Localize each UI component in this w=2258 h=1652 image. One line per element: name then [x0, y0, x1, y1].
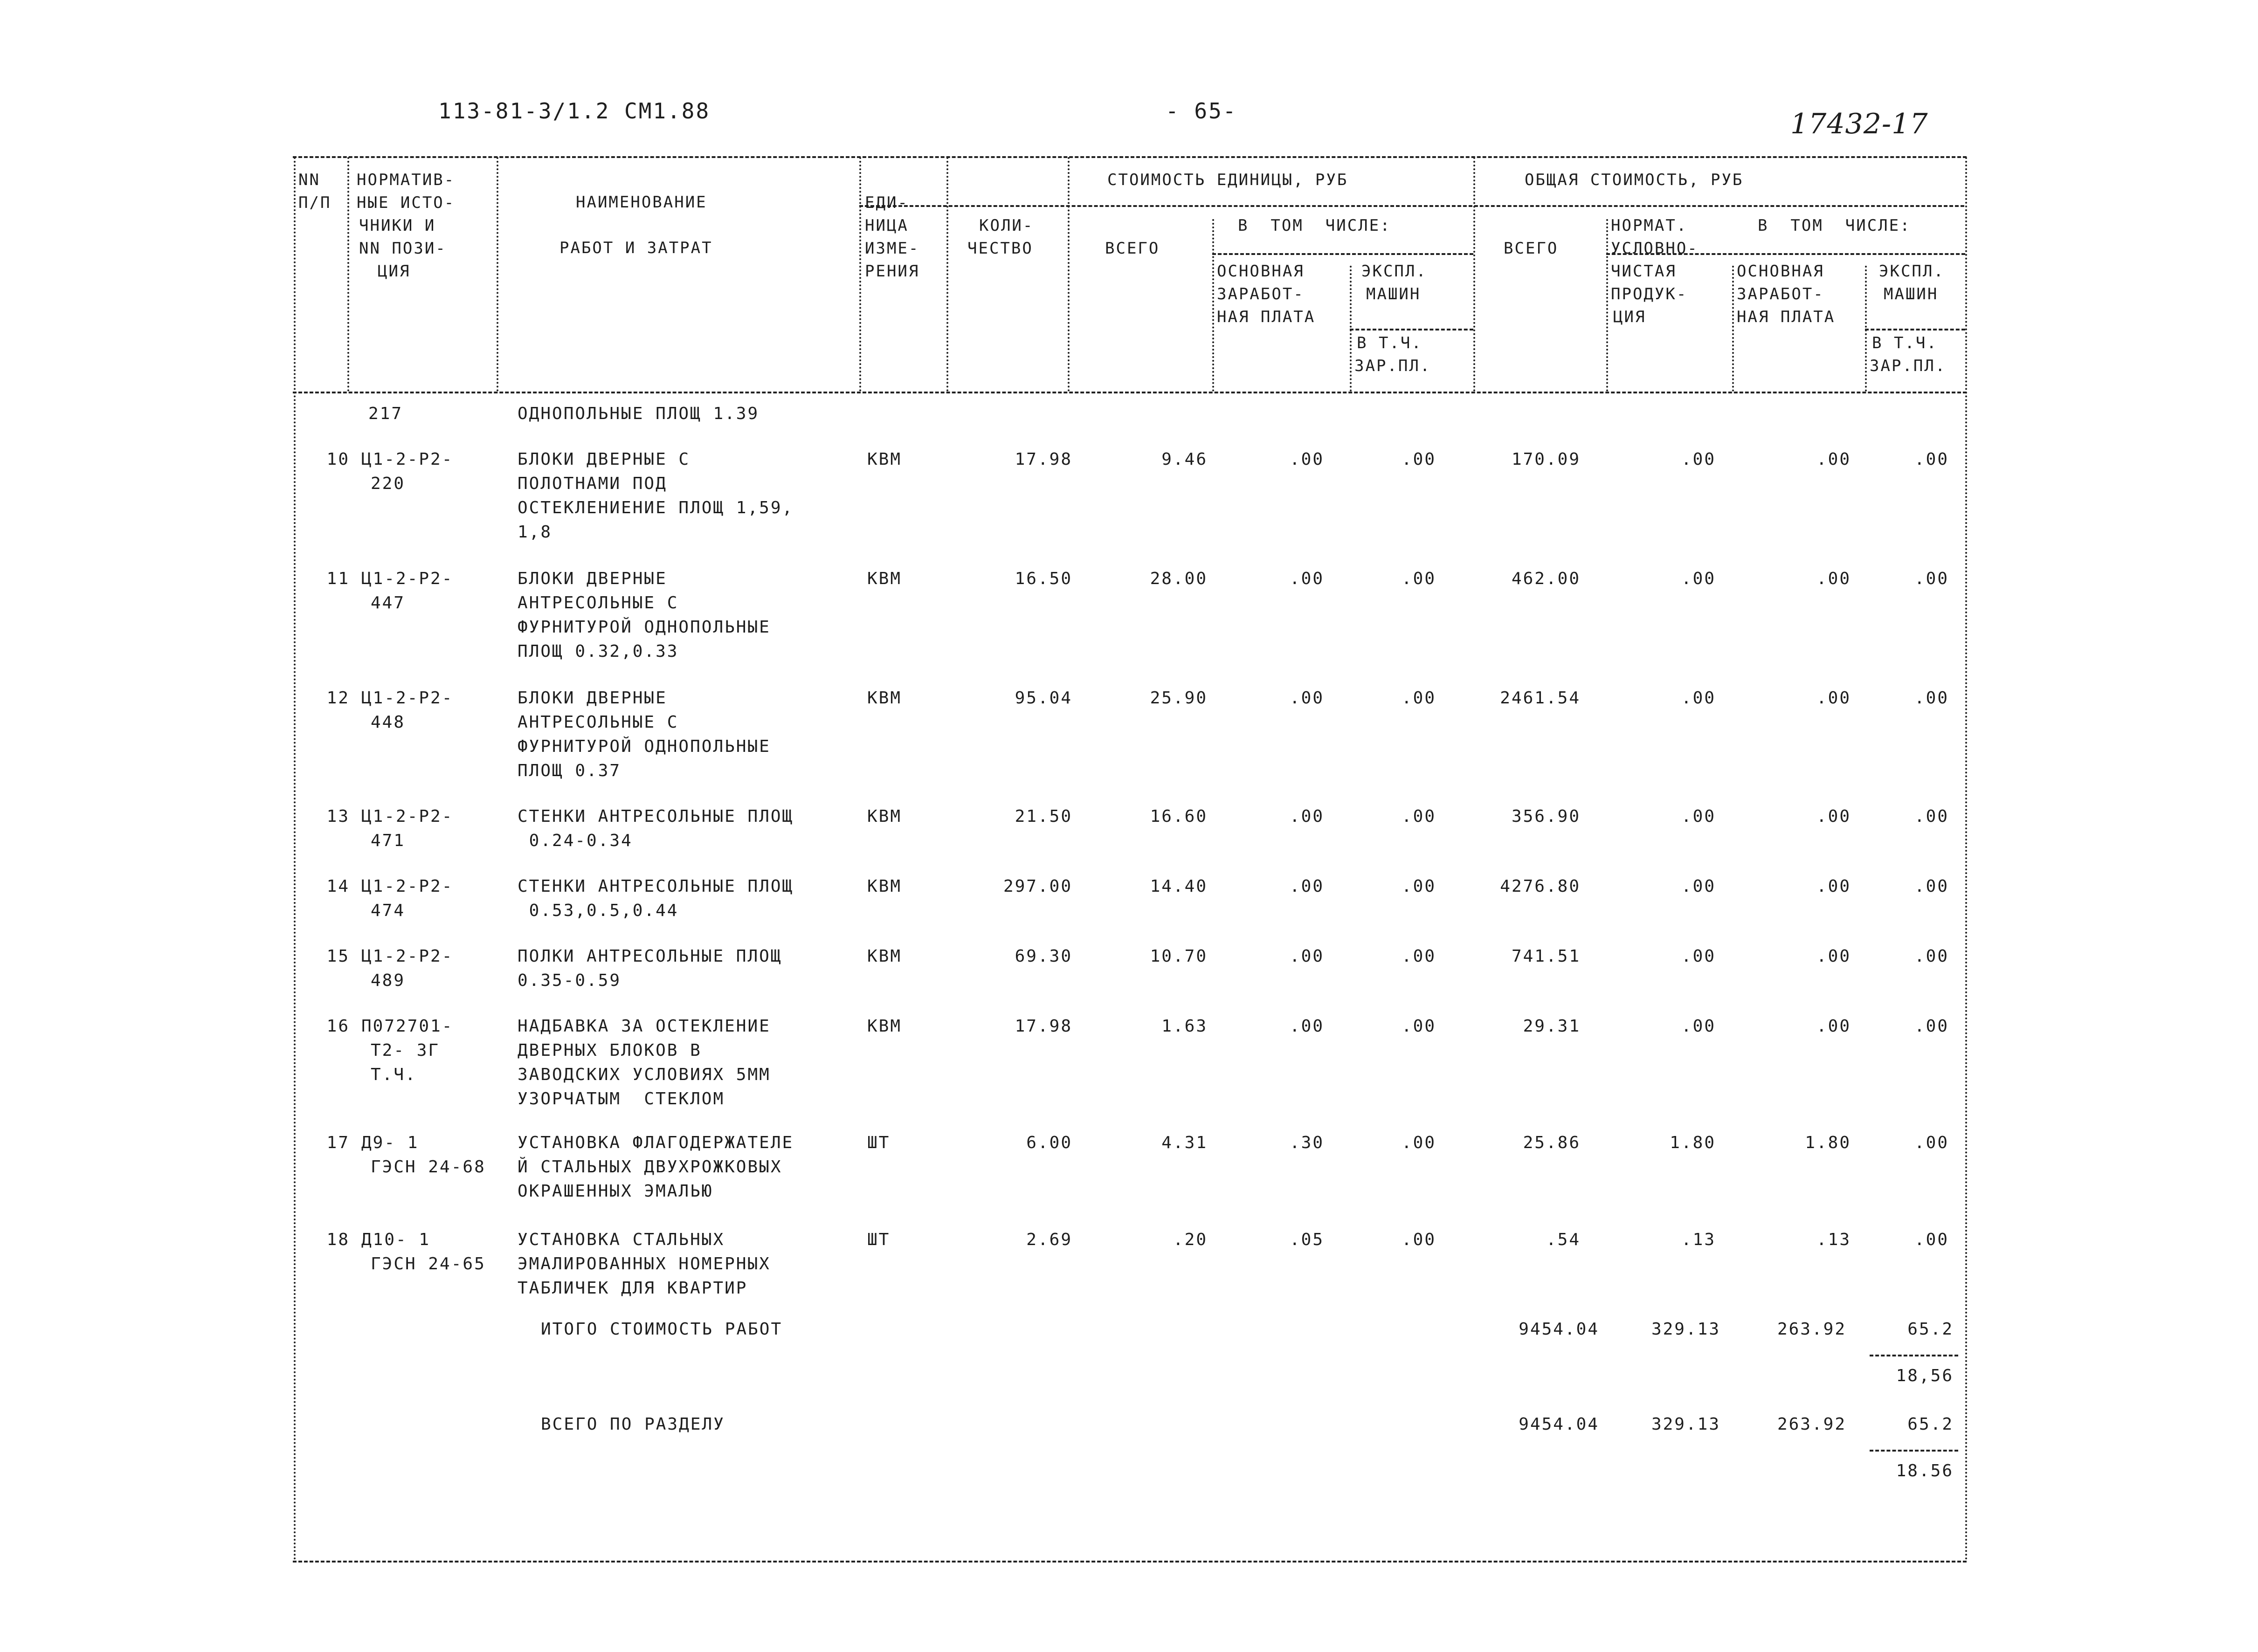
row-unit: КВМ	[867, 1017, 902, 1036]
row-total: 356.90	[1511, 807, 1581, 826]
row-name-line: ЭМАЛИРОВАННЫХ НОМЕРНЫХ	[518, 1254, 771, 1273]
row-name-line: ПЛОЩ 0.32,0.33	[518, 642, 679, 661]
header-qty-line: ЧЕСТВО	[967, 239, 1033, 258]
row-tem: .00	[1914, 688, 1949, 708]
row-tzp: .00	[1816, 947, 1851, 966]
row-tzp: .00	[1816, 569, 1851, 588]
row-code-line: 448	[371, 713, 406, 732]
header-osn-line: ЗАРАБОТ-	[1737, 285, 1824, 303]
header-subline	[859, 205, 1964, 207]
row-norm: .00	[1681, 807, 1716, 826]
total-sum: 9454.04	[1519, 1320, 1599, 1339]
header-bottom-border	[293, 392, 1967, 393]
row-name-line: ФУРНИТУРОЙ ОДНОПОЛЬНЫЕ	[518, 618, 771, 637]
row-name-line: ЗАВОДСКИХ УСЛОВИЯХ 5ММ	[518, 1065, 771, 1084]
row-unit: ШТ	[867, 1230, 891, 1249]
row-name-line: УЗОРЧАТЫМ СТЕКЛОМ	[518, 1089, 725, 1108]
header-divider	[497, 157, 498, 392]
row-code-line: Д9- 1	[361, 1133, 419, 1152]
row-cost: 25.90	[1150, 688, 1208, 708]
row-number: 10	[326, 450, 350, 469]
header-subline	[1865, 329, 1965, 330]
row-cost: 9.46	[1161, 450, 1208, 469]
row-tzp: .13	[1816, 1230, 1851, 1249]
row-qty: 297.00	[1003, 877, 1072, 896]
header-divider	[1068, 157, 1070, 392]
row-tem: .00	[1914, 450, 1949, 469]
header-osn-line: ОСНОВНАЯ	[1737, 262, 1824, 281]
total-zp: 263.92	[1777, 1415, 1846, 1434]
header-unit-total: ВСЕГО	[1105, 239, 1160, 258]
row-number: 11	[326, 569, 350, 588]
row-tem: .00	[1914, 1017, 1949, 1036]
total-underline	[1870, 1355, 1958, 1356]
row-code-line: 489	[371, 971, 406, 990]
row-name-line: ОСТЕКЛЕНИЕНИЕ ПЛОЩ 1,59,	[518, 498, 794, 517]
table-bottom-border	[293, 1561, 1967, 1563]
row-code-line: 471	[371, 831, 406, 850]
total-label: ВСЕГО ПО РАЗДЕЛУ	[541, 1415, 725, 1434]
row-tem: .00	[1914, 569, 1949, 588]
row-name-line: УСТАНОВКА ФЛАГОДЕРЖАТЕЛЕ	[518, 1133, 794, 1152]
header-nn: NN	[298, 171, 320, 189]
row-cost: .20	[1173, 1230, 1208, 1249]
header-osn-line: НАЯ ПЛАТА	[1217, 308, 1316, 326]
row-tzp: .00	[1816, 877, 1851, 896]
row-code-line: 220	[371, 474, 406, 493]
row-tem: .00	[1914, 1133, 1949, 1152]
row-name-line: ФУРНИТУРОЙ ОДНОПОЛЬНЫЕ	[518, 737, 771, 756]
row-tem: .00	[1914, 947, 1949, 966]
row-name-line: ТАБЛИЧЕК ДЛЯ КВАРТИР	[518, 1279, 748, 1298]
header-norm-line: НОРМАТИВ-	[357, 171, 456, 189]
header-total-all: ВСЕГО	[1504, 239, 1559, 258]
row-total: 462.00	[1511, 569, 1581, 588]
header-including: В ТОМ ЧИСЛЕ:	[1238, 216, 1391, 235]
header-expl-line: МАШИН	[1884, 285, 1939, 303]
row-name-line: СТЕНКИ АНТРЕСОЛЬНЫЕ ПЛОЩ	[518, 807, 794, 826]
row-qty: 6.00	[1026, 1133, 1072, 1152]
row-cost: 4.31	[1161, 1133, 1208, 1152]
row-em: .00	[1401, 1133, 1436, 1152]
header-norm-line: ЦИЯ	[378, 262, 411, 281]
row-code-line: Ц1-2-Р2-	[361, 569, 454, 588]
header-qty-line: КОЛИ-	[979, 216, 1034, 235]
row-number: 13	[326, 807, 350, 826]
row-name-line: АНТРЕСОЛЬНЫЕ С	[518, 593, 679, 613]
header-osn-line: ОСНОВНАЯ	[1217, 262, 1305, 281]
row-name-line: АНТРЕСОЛЬНЫЕ С	[518, 713, 679, 732]
header-norm-line: НЫЕ ИСТО-	[357, 193, 456, 212]
row-name-line: УСТАНОВКА СТАЛЬНЫХ	[518, 1230, 725, 1249]
header-divider	[347, 157, 349, 392]
total-norm: 329.13	[1651, 1415, 1720, 1434]
table-right-border	[1965, 157, 1967, 1561]
row-zp: .00	[1289, 450, 1324, 469]
header-unit-cost: СТОИМОСТЬ ЕДИНИЦЫ, РУБ	[1107, 171, 1348, 189]
row-name-line: ДВЕРНЫХ БЛОКОВ В	[518, 1041, 702, 1060]
row-name-line: ПЛОЩ 0.37	[518, 761, 621, 780]
row-name-line: 1,8	[518, 523, 552, 542]
row-number: 18	[326, 1230, 350, 1249]
header-expl-line: МАШИН	[1366, 285, 1421, 303]
row-total: 2461.54	[1500, 688, 1581, 708]
header-norm-line: ПРОДУК-	[1611, 285, 1688, 303]
header-including-2: В ТОМ ЧИСЛЕ:	[1758, 216, 1911, 235]
row-cost: 16.60	[1150, 807, 1208, 826]
row-total: 170.09	[1511, 450, 1581, 469]
header-expl-line: ЭКСПЛ.	[1879, 262, 1945, 281]
row-norm: .00	[1681, 450, 1716, 469]
row-code-line: Ц1-2-Р2-	[361, 688, 454, 708]
row-code-line: Ц1-2-Р2-	[361, 807, 454, 826]
row-norm: .00	[1681, 877, 1716, 896]
row-zp: .00	[1289, 569, 1324, 588]
row-norm: .00	[1681, 569, 1716, 588]
row-unit: КВМ	[867, 450, 902, 469]
page-number: - 65-	[1166, 98, 1237, 124]
row-cost: 14.40	[1150, 877, 1208, 896]
row-total: 4276.80	[1500, 877, 1581, 896]
header-norm-line: ЧНИКИ И	[359, 216, 436, 235]
header-osn-line: ЗАРАБОТ-	[1217, 285, 1305, 303]
row-number: 17	[326, 1133, 350, 1152]
row-tzp: .00	[1816, 688, 1851, 708]
row-norm: 1.80	[1670, 1133, 1716, 1152]
row-zp: .00	[1289, 1017, 1324, 1036]
header-norm-line: ЦИЯ	[1613, 308, 1646, 326]
row-code-line: 447	[371, 593, 406, 613]
row-em: .00	[1401, 450, 1436, 469]
header-expl-line: ЭКСПЛ.	[1361, 262, 1427, 281]
row-name-line: БЛОКИ ДВЕРНЫЕ	[518, 688, 667, 708]
row-code-line: ГЭСН 24-65	[371, 1254, 486, 1273]
row-qty: 69.30	[1015, 947, 1072, 966]
row-name-line: ПОЛКИ АНТРЕСОЛЬНЫЕ ПЛОЩ	[518, 947, 782, 966]
row-name-line: БЛОКИ ДВЕРНЫЕ С	[518, 450, 691, 469]
row-zp: .05	[1289, 1230, 1324, 1249]
row-norm: .00	[1681, 947, 1716, 966]
row-code-line: Т2- 3Г	[371, 1041, 440, 1060]
total-em: 65.2	[1907, 1320, 1954, 1339]
row-em: .00	[1401, 1230, 1436, 1249]
table-top-border	[293, 156, 1967, 158]
row-unit: ШТ	[867, 1133, 891, 1152]
row-total: 25.86	[1523, 1133, 1581, 1152]
row-qty: 95.04	[1015, 688, 1072, 708]
row-em: .00	[1401, 569, 1436, 588]
total-em-salary: 18.56	[1896, 1461, 1954, 1480]
header-unit-line: ИЗМЕ-	[865, 239, 920, 258]
row-norm: .00	[1681, 1017, 1716, 1036]
header-vtch-line: В Т.Ч.	[1872, 334, 1938, 352]
header-osn-line: НАЯ ПЛАТА	[1737, 308, 1836, 326]
header-norm-line: НОРМАТ.	[1611, 216, 1688, 235]
row-zp: .30	[1289, 1133, 1324, 1152]
header-vtch-line: ЗАР.ПЛ.	[1870, 357, 1947, 375]
total-underline	[1870, 1450, 1958, 1452]
row-tzp: 1.80	[1805, 1133, 1851, 1152]
row-code-line: 474	[371, 901, 406, 920]
header-norm-line: NN ПОЗИ-	[359, 239, 447, 258]
row-cost: 10.70	[1150, 947, 1208, 966]
total-zp: 263.92	[1777, 1320, 1846, 1339]
row-qty: 17.98	[1015, 450, 1072, 469]
row-tzp: .00	[1816, 450, 1851, 469]
table-left-border	[294, 157, 296, 1561]
row-unit: КВМ	[867, 688, 902, 708]
row-unit: КВМ	[867, 947, 902, 966]
row-norm: .13	[1681, 1230, 1716, 1249]
row-norm: .00	[1681, 688, 1716, 708]
header-divider	[859, 157, 861, 392]
row-name-line: БЛОКИ ДВЕРНЫЕ	[518, 569, 667, 588]
row-name-line: 0.24-0.34	[518, 831, 633, 850]
header-pp: П/П	[298, 193, 331, 212]
row-tzp: .00	[1816, 807, 1851, 826]
row-name-line: СТЕНКИ АНТРЕСОЛЬНЫЕ ПЛОЩ	[518, 877, 794, 896]
row-em: .00	[1401, 877, 1436, 896]
row-unit: КВМ	[867, 807, 902, 826]
header-total-cost: ОБЩАЯ СТОИМОСТЬ, РУБ	[1525, 171, 1744, 189]
row-cost: 28.00	[1150, 569, 1208, 588]
header-name-line: РАБОТ И ЗАТРАТ	[559, 239, 713, 257]
row-number: 12	[326, 688, 350, 708]
document-code: 113-81-3/1.2 СМ1.88	[438, 98, 711, 124]
header-divider	[1606, 219, 1608, 392]
header-unit-line: ЕДИ-	[865, 193, 909, 212]
archive-number: 17432-17	[1790, 108, 1928, 140]
row-zp: .00	[1289, 807, 1324, 826]
row-code-line: П072701-	[361, 1017, 454, 1036]
row-unit: КВМ	[867, 569, 902, 588]
row-em: .00	[1401, 947, 1436, 966]
row-name-line: 0.35-0.59	[518, 971, 621, 990]
row-qty: 21.50	[1015, 807, 1072, 826]
row-tem: .00	[1914, 807, 1949, 826]
row-code-line: Т.Ч.	[371, 1065, 417, 1084]
row-number: 14	[326, 877, 350, 896]
row-tem: .00	[1914, 1230, 1949, 1249]
row-code-line: Ц1-2-Р2-	[361, 947, 454, 966]
total-label: ИТОГО СТОИМОСТЬ РАБОТ	[541, 1320, 783, 1339]
row-code-line: Д10- 1	[361, 1230, 431, 1249]
row-em: .00	[1401, 807, 1436, 826]
header-norm-line: ЧИСТАЯ	[1611, 262, 1677, 281]
carry-code: 217	[368, 404, 403, 423]
total-em-salary: 18,56	[1896, 1366, 1954, 1385]
header-norm-line: УСЛОВНО-	[1611, 239, 1699, 258]
header-divider	[1473, 157, 1475, 392]
header-divider	[1212, 219, 1214, 392]
header-divider	[1732, 266, 1734, 392]
row-tzp: .00	[1816, 1017, 1851, 1036]
row-code-line: ГЭСН 24-68	[371, 1157, 486, 1177]
row-qty: 16.50	[1015, 569, 1072, 588]
carry-name: ОДНОПОЛЬНЫЕ ПЛОЩ 1.39	[518, 404, 760, 423]
row-em: .00	[1401, 688, 1436, 708]
row-em: .00	[1401, 1017, 1436, 1036]
row-zp: .00	[1289, 877, 1324, 896]
row-zp: .00	[1289, 688, 1324, 708]
total-norm: 329.13	[1651, 1320, 1720, 1339]
total-em: 65.2	[1907, 1415, 1954, 1434]
header-divider	[946, 157, 948, 392]
row-unit: КВМ	[867, 877, 902, 896]
row-number: 16	[326, 1017, 350, 1036]
row-code-line: Ц1-2-Р2-	[361, 877, 454, 896]
row-name-line: Й СТАЛЬНЫХ ДВУХРОЖКОВЫХ	[518, 1157, 782, 1177]
row-zp: .00	[1289, 947, 1324, 966]
row-cost: 1.63	[1161, 1017, 1208, 1036]
header-vtch-line: В Т.Ч.	[1357, 334, 1422, 352]
row-number: 15	[326, 947, 350, 966]
row-name-line: НАДБАВКА ЗА ОСТЕКЛЕНИЕ	[518, 1017, 771, 1036]
row-name-line: ПОЛОТНАМИ ПОД	[518, 474, 667, 493]
row-total: 29.31	[1523, 1017, 1581, 1036]
header-name-line: НАИМЕНОВАНИЕ	[576, 193, 707, 212]
header-subline	[1212, 253, 1473, 255]
row-name-line: ОКРАШЕННЫХ ЭМАЛЬЮ	[518, 1182, 713, 1201]
row-qty: 2.69	[1026, 1230, 1072, 1249]
header-unit-line: НИЦА	[865, 216, 909, 235]
header-unit-line: РЕНИЯ	[865, 262, 920, 281]
header-subline	[1350, 329, 1473, 330]
row-qty: 17.98	[1015, 1017, 1072, 1036]
row-code-line: Ц1-2-Р2-	[361, 450, 454, 469]
row-total: .54	[1546, 1230, 1581, 1249]
row-name-line: 0.53,0.5,0.44	[518, 901, 679, 920]
total-sum: 9454.04	[1519, 1415, 1599, 1434]
row-tem: .00	[1914, 877, 1949, 896]
header-vtch-line: ЗАР.ПЛ.	[1354, 357, 1431, 375]
row-total: 741.51	[1511, 947, 1581, 966]
